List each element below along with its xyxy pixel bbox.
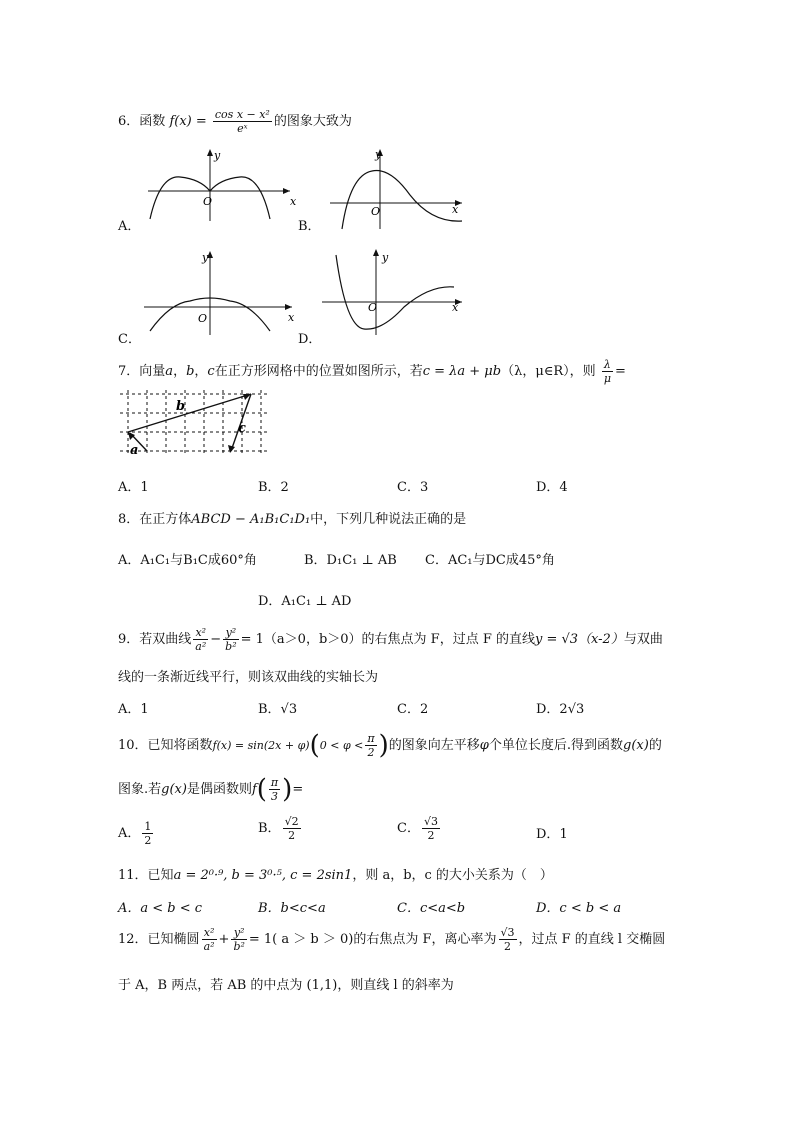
q7-label-c: c (238, 421, 246, 436)
q10-option-c: C． $\frac{√3}{2}$ (397, 815, 438, 842)
q6-option-d: D． (298, 332, 322, 347)
q7-option-c: C．3 (397, 480, 429, 495)
q9-frac-y: $\frac{\text{y²}}{\text{b²}}$ (225, 626, 237, 653)
q10-option-b: B． $\frac{√2}{2}$ (258, 815, 299, 842)
q9-stem: 9．若双曲线 $\frac{\text{x²}}{\text{a²}}$ − $\frac{\text{y²}}{\text{b²}}$ = 1（a＞0，b＞0）的右焦点为 F，过点 F 的直线y = √3（x-2）与双曲 (118, 626, 663, 653)
q9-frac-x: $\frac{\text{x²}}{\text{a²}}$ (195, 626, 207, 653)
q7-formula: c = λa + μb (422, 364, 502, 379)
q6c-x-label: x (288, 311, 295, 324)
q7-vector-a: a (165, 364, 174, 379)
q7-label-b: b (176, 399, 186, 414)
q6-graph-c (140, 247, 310, 337)
q10-function: f(x) = sin(2x + φ) (212, 739, 310, 752)
q10-stem: 10．已知将函数f(x) = sin(2x + φ)(0 < φ < $\frac{\pi}{2}$ )的图象向左平移φ个单位长度后.得到函数g(x)的 (118, 730, 662, 761)
q11-stem: 11．已知a = 2⁰·⁹, b = 3⁰·⁵, c = 2sin1，则 a，b，c 的大小关系为（ ） (118, 868, 553, 883)
q7-option-d: D．4 (536, 480, 568, 495)
q10-option-d: D．1 (536, 827, 568, 842)
q11-formula: a = 2⁰·⁹, b = 3⁰·⁵, c = 2sin1 (173, 868, 353, 883)
q7-option-a: A．1 (118, 480, 149, 495)
q9-option-a: A．1 (118, 702, 149, 717)
q11-option-c: C．c<a<b (397, 901, 466, 916)
q6b-y-label: y (375, 148, 382, 161)
q7-number: 7． (118, 364, 140, 379)
q7-grid-figure (118, 388, 273, 458)
q11-option-d: D．c < b < a (536, 901, 622, 916)
q6d-x-label: x (452, 301, 459, 314)
q6d-origin: O (368, 301, 378, 314)
q6b-origin: O (371, 205, 381, 218)
q8-option-a: A．A₁C₁与B₁C成60°角 (118, 553, 257, 568)
q7-vector-c: c (207, 364, 215, 379)
q6-graph-b (320, 145, 470, 230)
q6-stem (118, 108, 352, 135)
q9-option-d: D．2√3 (536, 702, 585, 717)
q8-option-d: D．A₁C₁ ⊥ AD (258, 594, 352, 609)
q7-vector-b: b (186, 364, 195, 379)
q7-fraction: $\frac{\lambda}{\mu}$ (603, 358, 611, 385)
q6-graph-a (140, 145, 310, 225)
q7-option-b: B．2 (258, 480, 289, 495)
q6c-y-label: y (202, 251, 209, 264)
q7-label-a: a (130, 443, 139, 458)
q6-function-name: f(x) = (169, 114, 207, 129)
q8-number: 8． (118, 512, 140, 527)
q8-option-c: C．AC₁与DC成45°角 (425, 553, 555, 568)
q6-option-a: A． (118, 219, 141, 234)
q10-option-a: A． $\frac{1}{2}$ (118, 820, 152, 847)
q6-number: 6． (118, 114, 140, 129)
q6-fraction: $\frac{\text{cos x − x²}}{\text{eˣ}}$ (214, 108, 270, 135)
q11-option-a: A．a < b < c (118, 901, 203, 916)
q6-suffix: 的图象大致为 (273, 114, 352, 129)
q8-stem: 8．在正方体ABCD − A₁B₁C₁D₁中，下列几种说法正确的是 (118, 512, 467, 527)
q6-graph-d (320, 247, 470, 337)
q12-number: 12． (118, 932, 148, 947)
q12-stem: 12．已知椭圆 $\frac{\text{x²}}{\text{a²}}$ + $\frac{\text{y²}}{\text{b²}}$ = 1( a ＞ b ＞ 0)的右焦点为 F，离心率为 $\frac{√3}{2}$ ，过点 F 的直线 l 交椭圆 (118, 926, 666, 953)
q6a-y-label: y (214, 149, 221, 162)
q9-stem-line2: 线的一条渐近线平行，则该双曲线的实轴长为 (118, 670, 379, 685)
q7-stem: 7．向量a，b，c在正方形网格中的位置如图所示，若c = λa + μb（λ，μ∈R），则 $\frac{\lambda}{\mu}$ = (118, 358, 626, 385)
q8-cube: ABCD − A₁B₁C₁D₁ (191, 512, 311, 527)
q10-stem-line2: 图象.若g(x)是偶函数则f( $\frac{\pi}{3}$ )= (118, 774, 304, 805)
q6a-origin: O (203, 195, 213, 208)
q6b-x-label: x (452, 203, 459, 216)
q9-option-c: C．2 (397, 702, 429, 717)
q12-stem-line2: 于 A，B 两点，若 AB 的中点为 (1,1)，则直线 l 的斜率为 (118, 978, 454, 993)
q11-option-b: B．b<c<a (258, 901, 326, 916)
q6-option-c: C． (118, 332, 141, 347)
q6-option-b: B． (298, 219, 321, 234)
q11-number: 11． (118, 868, 148, 883)
q8-option-b: B．D₁C₁ ⊥ AB (304, 553, 397, 568)
q9-number: 9． (118, 632, 140, 647)
q9-line-eq: y = √3（x-2） (534, 632, 624, 647)
q6a-x-label: x (290, 195, 297, 208)
q10-number: 10． (118, 738, 148, 753)
q6d-y-label: y (382, 251, 389, 264)
q6-prefix: 函数 (139, 114, 166, 129)
q9-option-b: B．√3 (258, 702, 298, 717)
q6c-origin: O (198, 312, 208, 325)
